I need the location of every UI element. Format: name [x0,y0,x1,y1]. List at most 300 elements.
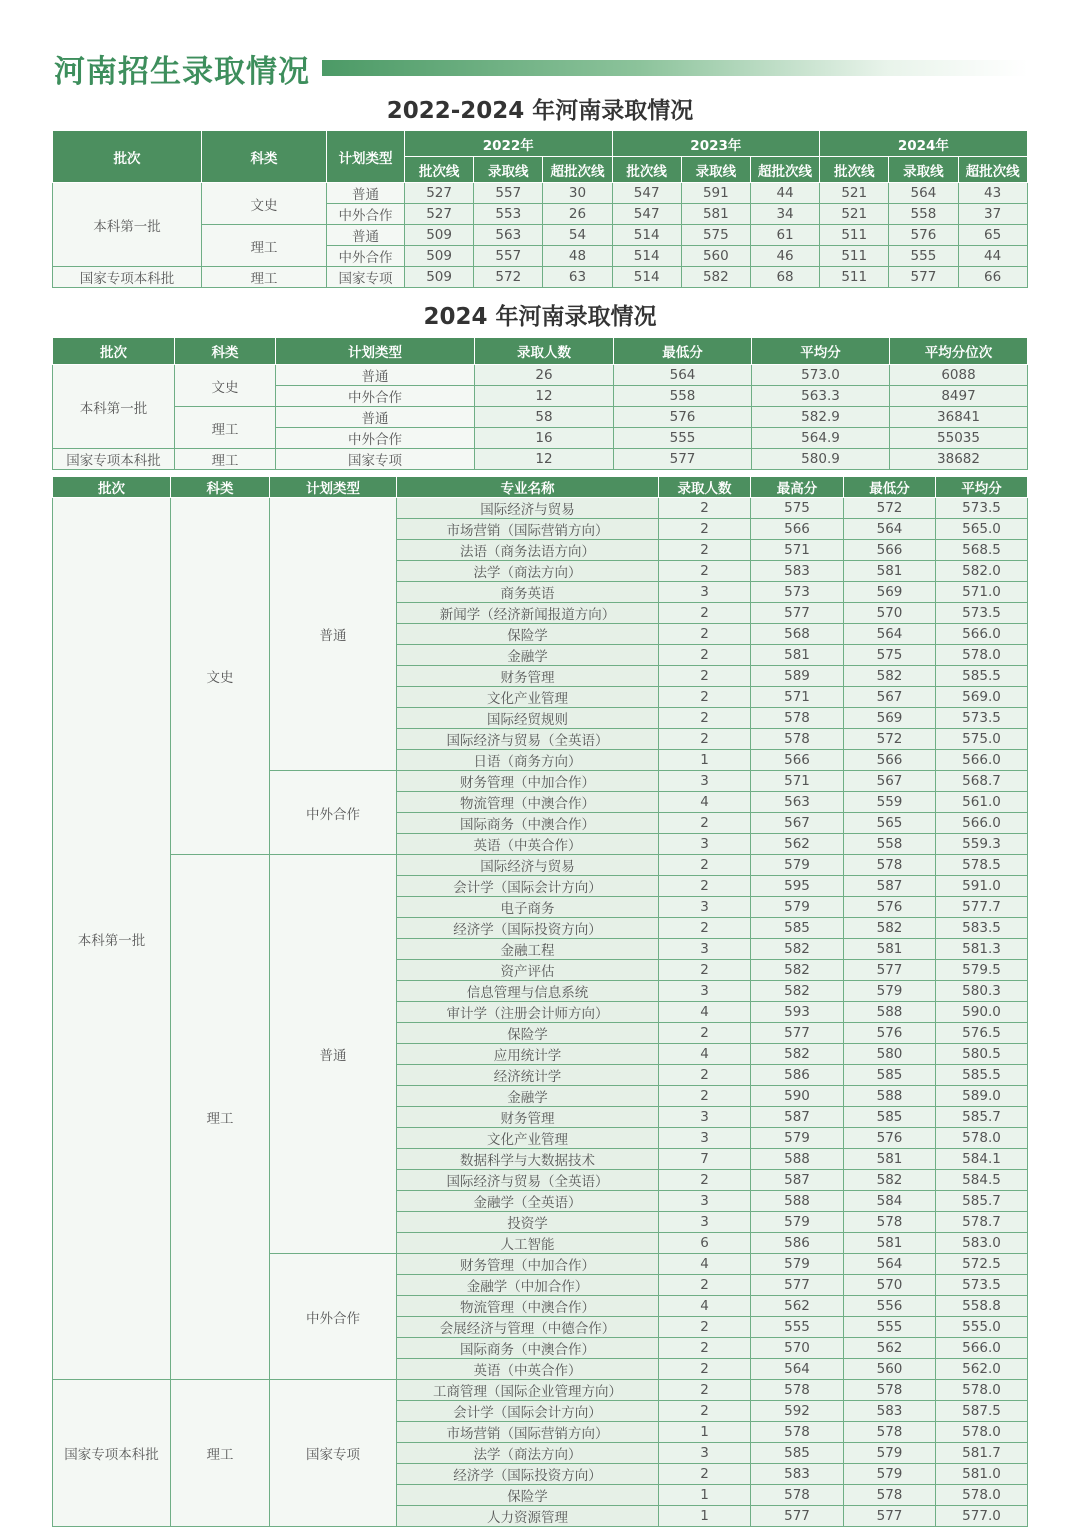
value-cell: 569.0 [936,687,1028,708]
value-cell: 521 [820,204,889,225]
value-cell: 588 [751,1149,844,1170]
value-cell: 587 [751,1107,844,1128]
value-cell: 2 [659,1023,751,1044]
plan-cell: 普通 [270,855,397,1254]
value-cell: 588 [751,1191,844,1212]
value-cell: 4 [659,1002,751,1023]
table-row [53,855,1028,876]
value-cell: 58 [475,407,614,428]
value-cell: 576.5 [936,1023,1028,1044]
admission-table-2024 [52,337,1028,470]
major-name-cell: 法学（商法方向） [397,561,659,582]
value-cell: 2 [659,1086,751,1107]
value-cell: 2 [659,666,751,687]
page-title: 河南招生录取情况 [54,54,310,90]
major-name-cell: 金融工程 [397,939,659,960]
major-name-cell: 市场营销（国际营销方向） [397,1422,659,1443]
value-cell: 576 [844,1128,936,1149]
value-cell: 2 [659,687,751,708]
value-cell: 573.5 [936,603,1028,624]
value-cell: 509 [405,225,474,246]
value-cell: 2 [659,561,751,582]
major-name-cell: 文化产业管理 [397,687,659,708]
major-name-cell: 物流管理（中澳合作） [397,792,659,813]
value-cell: 555.0 [936,1317,1028,1338]
value-cell: 4 [659,1254,751,1275]
value-cell: 579 [751,897,844,918]
value-cell: 3 [659,1443,751,1464]
value-cell: 4 [659,792,751,813]
major-admission-table [52,476,1028,1527]
value-cell: 558 [614,386,752,407]
major-name-cell: 国际商务（中澳合作） [397,1338,659,1359]
value-cell: 566 [844,750,936,771]
column-header: 平均分 [752,338,890,365]
major-name-cell: 保险学 [397,1023,659,1044]
value-cell: 583 [844,1401,936,1422]
col-batch-line: 批次线 [820,157,889,183]
value-cell: 585.5 [936,1065,1028,1086]
major-name-cell: 保险学 [397,1485,659,1506]
value-cell: 577 [751,1275,844,1296]
value-cell: 582.0 [936,561,1028,582]
value-cell: 2 [659,1275,751,1296]
value-cell: 581 [844,1149,936,1170]
value-cell: 585.7 [936,1191,1028,1212]
value-cell: 585 [751,918,844,939]
value-cell: 511 [820,225,889,246]
value-cell: 564 [844,519,936,540]
value-cell: 34 [750,204,819,225]
value-cell: 581.3 [936,939,1028,960]
value-cell: 579 [751,1128,844,1149]
value-cell: 511 [820,246,889,267]
plan-cell: 中外合作 [276,428,475,449]
value-cell: 578.7 [936,1212,1028,1233]
major-name-cell: 投资学 [397,1212,659,1233]
value-cell: 559.3 [936,834,1028,855]
value-cell: 566 [844,540,936,561]
column-header: 录取人数 [475,338,614,365]
value-cell: 509 [405,246,474,267]
major-name-cell: 英语（中英合作） [397,1359,659,1380]
value-cell: 555 [889,246,958,267]
major-name-cell: 国际经济与贸易（全英语） [397,1170,659,1191]
value-cell: 586 [751,1233,844,1254]
col-year-2024: 2024年 [820,131,1028,157]
column-header: 计划类型 [276,338,475,365]
value-cell: 590 [751,1086,844,1107]
major-name-cell: 保险学 [397,624,659,645]
value-cell: 580 [844,1044,936,1065]
value-cell: 2 [659,540,751,561]
value-cell: 2 [659,1338,751,1359]
value-cell: 514 [612,225,681,246]
value-cell: 527 [405,204,474,225]
value-cell: 578 [751,1380,844,1401]
table-row [53,1380,1028,1401]
value-cell: 585 [844,1065,936,1086]
col-batch-line: 批次线 [405,157,474,183]
col-year-2022: 2022年 [405,131,613,157]
value-cell: 566.0 [936,624,1028,645]
value-cell: 564 [614,365,752,386]
plan-cell: 国家专项 [327,267,405,288]
table-row [53,183,1028,204]
value-cell: 591 [681,183,750,204]
value-cell: 575 [844,645,936,666]
major-name-cell: 应用统计学 [397,1044,659,1065]
value-cell: 3 [659,1107,751,1128]
value-cell: 581 [751,645,844,666]
value-cell: 577.7 [936,897,1028,918]
column-header: 批次 [53,338,175,365]
value-cell: 559 [844,792,936,813]
value-cell: 557 [474,246,543,267]
value-cell: 575 [751,498,844,519]
value-cell: 585.5 [936,666,1028,687]
col-over-line: 超批次线 [958,157,1027,183]
batch-cell: 国家专项本科批 [53,1380,171,1527]
value-cell: 587 [751,1170,844,1191]
plan-cell: 中外合作 [270,1254,397,1380]
value-cell: 585.7 [936,1107,1028,1128]
value-cell: 16 [475,428,614,449]
value-cell: 2 [659,918,751,939]
value-cell: 581 [681,204,750,225]
value-cell: 572 [844,498,936,519]
value-cell: 591.0 [936,876,1028,897]
value-cell: 566.0 [936,1338,1028,1359]
category-cell: 理工 [171,855,270,1380]
column-header: 平均分 [936,477,1028,498]
value-cell: 578 [844,855,936,876]
value-cell: 584.5 [936,1170,1028,1191]
value-cell: 2 [659,708,751,729]
value-cell: 573.5 [936,1275,1028,1296]
column-header: 最高分 [751,477,844,498]
value-cell: 571 [751,771,844,792]
value-cell: 573.5 [936,708,1028,729]
plan-cell: 中外合作 [327,204,405,225]
plan-cell: 中外合作 [327,246,405,267]
value-cell: 583 [751,1464,844,1485]
value-cell: 578.0 [936,1422,1028,1443]
value-cell: 571 [751,687,844,708]
col-plan: 计划类型 [327,131,405,183]
value-cell: 568 [751,624,844,645]
value-cell: 568.7 [936,771,1028,792]
major-name-cell: 金融学（全英语） [397,1191,659,1212]
value-cell: 521 [820,183,889,204]
value-cell: 582 [751,939,844,960]
value-cell: 579 [844,1443,936,1464]
major-name-cell: 国际经济与贸易 [397,855,659,876]
value-cell: 581.7 [936,1443,1028,1464]
value-cell: 36841 [890,407,1028,428]
value-cell: 577.0 [936,1506,1028,1527]
plan-cell: 中外合作 [276,386,475,407]
col-batch-line: 批次线 [612,157,681,183]
value-cell: 2 [659,519,751,540]
value-cell: 12 [475,386,614,407]
value-cell: 581.0 [936,1464,1028,1485]
value-cell: 3 [659,1191,751,1212]
category-cell: 理工 [202,225,327,267]
value-cell: 578 [844,1422,936,1443]
value-cell: 577 [751,1023,844,1044]
value-cell: 43 [958,183,1027,204]
plan-cell: 国家专项 [270,1380,397,1527]
value-cell: 587 [844,876,936,897]
value-cell: 578 [751,729,844,750]
plan-cell: 普通 [327,225,405,246]
major-name-cell: 商务英语 [397,582,659,603]
value-cell: 575 [681,225,750,246]
value-cell: 1 [659,750,751,771]
value-cell: 579.5 [936,960,1028,981]
value-cell: 2 [659,1359,751,1380]
value-cell: 568.5 [936,540,1028,561]
column-header: 最低分 [614,338,752,365]
value-cell: 557 [474,183,543,204]
value-cell: 63 [543,267,612,288]
major-name-cell: 会展经济与管理（中德合作） [397,1317,659,1338]
category-cell: 理工 [171,1380,270,1527]
value-cell: 572 [474,267,543,288]
value-cell: 578 [844,1485,936,1506]
major-name-cell: 人工智能 [397,1233,659,1254]
value-cell: 61 [750,225,819,246]
value-cell: 2 [659,603,751,624]
value-cell: 560 [844,1359,936,1380]
major-name-cell: 法学（商法方向） [397,1443,659,1464]
col-category: 科类 [202,131,327,183]
value-cell: 582 [751,981,844,1002]
major-name-cell: 金融学 [397,645,659,666]
value-cell: 2 [659,1170,751,1191]
value-cell: 1 [659,1485,751,1506]
value-cell: 3 [659,897,751,918]
value-cell: 573.0 [752,365,890,386]
value-cell: 564 [844,1254,936,1275]
category-cell: 理工 [202,267,327,288]
value-cell: 579 [751,855,844,876]
value-cell: 2 [659,1464,751,1485]
value-cell: 576 [844,1023,936,1044]
value-cell: 581 [844,561,936,582]
value-cell: 577 [751,603,844,624]
value-cell: 555 [844,1317,936,1338]
value-cell: 581 [844,1233,936,1254]
value-cell: 576 [844,897,936,918]
value-cell: 569 [844,582,936,603]
value-cell: 565 [844,813,936,834]
value-cell: 579 [844,981,936,1002]
value-cell: 577 [614,449,752,470]
major-name-cell: 经济统计学 [397,1065,659,1086]
value-cell: 562 [844,1338,936,1359]
value-cell: 583 [751,561,844,582]
value-cell: 578 [844,1380,936,1401]
major-name-cell: 国际经贸规则 [397,708,659,729]
value-cell: 579 [844,1464,936,1485]
batch-cell: 本科第一批 [53,498,171,1380]
admission-table-2022-2024 [52,130,1028,288]
value-cell: 26 [543,204,612,225]
value-cell: 567 [751,813,844,834]
category-cell: 文史 [175,365,276,407]
column-header: 录取人数 [659,477,751,498]
value-cell: 1 [659,1506,751,1527]
value-cell: 2 [659,1380,751,1401]
table-row [53,498,1028,519]
value-cell: 37 [958,204,1027,225]
value-cell: 581 [844,939,936,960]
value-cell: 2 [659,960,751,981]
category-cell: 文史 [202,183,327,225]
value-cell: 547 [612,204,681,225]
major-name-cell: 数据科学与大数据技术 [397,1149,659,1170]
value-cell: 2 [659,876,751,897]
column-header: 计划类型 [270,477,397,498]
major-name-cell: 金融学（中加合作） [397,1275,659,1296]
value-cell: 8497 [890,386,1028,407]
value-cell: 514 [612,246,681,267]
value-cell: 578 [751,1485,844,1506]
value-cell: 592 [751,1401,844,1422]
value-cell: 55035 [890,428,1028,449]
value-cell: 2 [659,1065,751,1086]
table-row [53,449,1028,470]
value-cell: 562 [751,834,844,855]
major-name-cell: 经济学（国际投资方向） [397,918,659,939]
value-cell: 577 [751,1506,844,1527]
value-cell: 564 [751,1359,844,1380]
header-decor-bar [322,60,1028,76]
value-cell: 582 [844,1170,936,1191]
value-cell: 565.0 [936,519,1028,540]
value-cell: 579 [751,1212,844,1233]
value-cell: 2 [659,813,751,834]
value-cell: 578 [844,1212,936,1233]
value-cell: 4 [659,1044,751,1065]
value-cell: 563 [474,225,543,246]
value-cell: 589.0 [936,1086,1028,1107]
value-cell: 585 [751,1443,844,1464]
value-cell: 586 [751,1065,844,1086]
value-cell: 578.0 [936,1485,1028,1506]
value-cell: 576 [889,225,958,246]
column-header: 最低分 [844,477,936,498]
value-cell: 577 [844,1506,936,1527]
value-cell: 3 [659,771,751,792]
value-cell: 584 [844,1191,936,1212]
value-cell: 584.1 [936,1149,1028,1170]
major-name-cell: 会计学（国际会计方向） [397,876,659,897]
value-cell: 2 [659,1401,751,1422]
category-cell: 理工 [175,407,276,449]
value-cell: 564 [889,183,958,204]
major-name-cell: 财务管理（中加合作） [397,1254,659,1275]
value-cell: 579 [751,1254,844,1275]
value-cell: 7 [659,1149,751,1170]
value-cell: 577 [844,960,936,981]
value-cell: 558 [889,204,958,225]
col-year-2023: 2023年 [612,131,820,157]
col-batch: 批次 [53,131,202,183]
value-cell: 567 [844,687,936,708]
value-cell: 2 [659,498,751,519]
value-cell: 590.0 [936,1002,1028,1023]
value-cell: 561.0 [936,792,1028,813]
value-cell: 6088 [890,365,1028,386]
value-cell: 577 [889,267,958,288]
value-cell: 570 [844,1275,936,1296]
value-cell: 558.8 [936,1296,1028,1317]
value-cell: 562.0 [936,1359,1028,1380]
batch-cell: 国家专项本科批 [53,267,202,288]
value-cell: 511 [820,267,889,288]
value-cell: 582 [844,918,936,939]
value-cell: 44 [958,246,1027,267]
value-cell: 588 [844,1086,936,1107]
value-cell: 566 [751,750,844,771]
value-cell: 595 [751,876,844,897]
value-cell: 3 [659,834,751,855]
value-cell: 54 [543,225,612,246]
column-header: 平均分位次 [890,338,1028,365]
table-row [53,407,1028,428]
value-cell: 555 [614,428,752,449]
col-over-line: 超批次线 [750,157,819,183]
value-cell: 556 [844,1296,936,1317]
col-over-line: 超批次线 [543,157,612,183]
value-cell: 30 [543,183,612,204]
value-cell: 573.5 [936,498,1028,519]
value-cell: 582 [751,960,844,981]
section2-title: 2024 年河南录取情况 [423,304,657,330]
value-cell: 570 [844,603,936,624]
batch-cell: 国家专项本科批 [53,449,175,470]
col-admit-line: 录取线 [474,157,543,183]
section1-title: 2022-2024 年河南录取情况 [386,98,694,124]
value-cell: 578.5 [936,855,1028,876]
value-cell: 585 [844,1107,936,1128]
value-cell: 44 [750,183,819,204]
value-cell: 26 [475,365,614,386]
batch-cell: 本科第一批 [53,365,175,449]
major-name-cell: 文化产业管理 [397,1128,659,1149]
value-cell: 576 [614,407,752,428]
category-cell: 理工 [175,449,276,470]
major-name-cell: 金融学 [397,1086,659,1107]
value-cell: 553 [474,204,543,225]
table-row [53,365,1028,386]
major-name-cell: 国际商务（中澳合作） [397,813,659,834]
value-cell: 46 [750,246,819,267]
major-name-cell: 人力资源管理 [397,1506,659,1527]
column-header: 专业名称 [397,477,659,498]
value-cell: 578.0 [936,1380,1028,1401]
table-row [53,267,1028,288]
major-name-cell: 法语（商务法语方向） [397,540,659,561]
value-cell: 2 [659,729,751,750]
value-cell: 567 [844,771,936,792]
value-cell: 583.0 [936,1233,1028,1254]
plan-cell: 普通 [270,498,397,771]
value-cell: 578.0 [936,645,1028,666]
